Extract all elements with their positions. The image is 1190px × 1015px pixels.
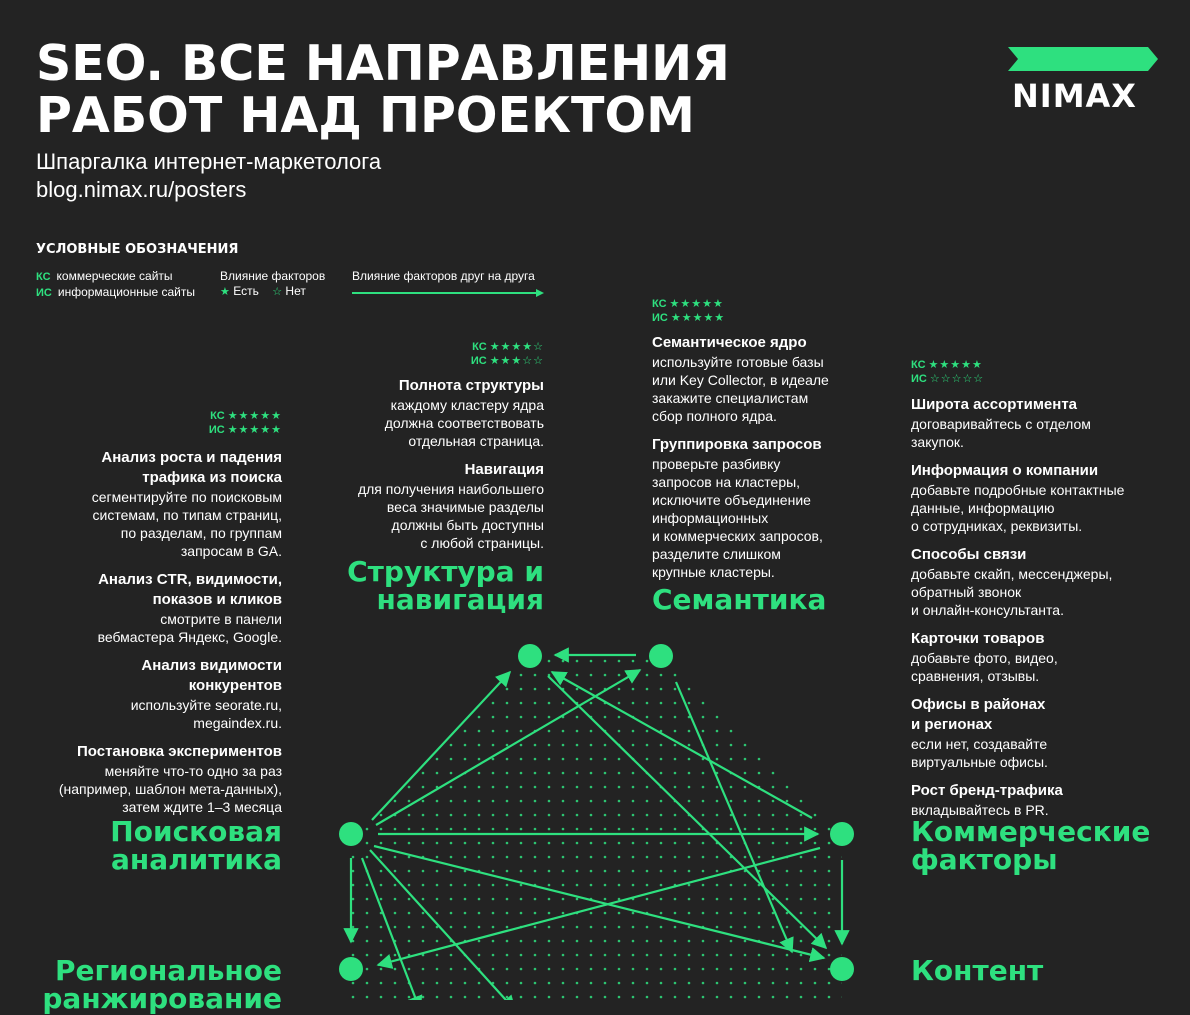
- commercial-ratings: КС ★★★★★ ИС ☆☆☆☆☆: [911, 359, 985, 385]
- legend-site-types: [36, 269, 195, 301]
- commercial-block: [911, 395, 1181, 829]
- category-semantics: Семантика: [652, 583, 827, 616]
- commercial-is-stars: ☆☆☆☆☆: [929, 373, 985, 385]
- node-analytics: [339, 822, 363, 846]
- ks-text: коммерческие сайты: [56, 269, 173, 283]
- analytics-ks-stars: ★★★★★: [227, 410, 282, 422]
- analytics-is-stars: ★★★★★: [227, 424, 282, 436]
- structure-block: [300, 376, 544, 562]
- commercial-item-2: Информация о компании добавьте подробные контактные данные, информацию о сотрудниках, реквизиты.: [911, 462, 1125, 534]
- structure-ks-stars: ★★★★☆: [489, 341, 544, 353]
- commercial-item-5: Офисы в районах и регионах если нет, создавайте виртуальные офисы.: [911, 696, 1048, 770]
- ks-abbr: КС: [36, 271, 51, 283]
- category-structure: Структура и навигация: [347, 555, 544, 616]
- dotted-area: [351, 656, 842, 1000]
- category-regional: Региональное ранжирование: [42, 954, 282, 1015]
- legend-mutual: [352, 269, 546, 304]
- semantics-ratings: КС ★★★★★ ИС ★★★★★: [652, 298, 726, 324]
- semantics-block: [652, 333, 882, 591]
- legend-yes: Есть: [233, 284, 259, 298]
- semantics-ks-stars: ★★★★★: [669, 298, 724, 310]
- commercial-item-6: Рост бренд-трафика вкладывайтесь в PR.: [911, 782, 1063, 818]
- node-content: [830, 957, 854, 981]
- legend-factors-title: Влияние факторов: [220, 269, 326, 283]
- legend-mutual-text: Влияние факторов друг на друга: [352, 269, 535, 283]
- commercial-item-4: Карточки товаров добавьте фото, видео, сравнения, отзывы.: [911, 630, 1058, 684]
- title-line-2: РАБОТ НАД ПРОЕКТОМ: [36, 87, 695, 144]
- commercial-item-3: Способы связи добавьте скайп, мессенджеры, обратный звонок и онлайн-консультанта.: [911, 546, 1113, 618]
- is-abbr: ИС: [36, 287, 52, 299]
- legend-title: УСЛОВНЫЕ ОБОЗНАЧЕНИЯ: [36, 242, 239, 257]
- semantics-item-2: Группировка запросов проверьте разбивку запросов на кластеры, исключите объединение информационных и коммерческих запросов, разделите слишком крупные кластеры.: [652, 436, 823, 580]
- semantics-is-stars: ★★★★★: [670, 312, 726, 324]
- semantics-item-1: Семантическое ядро используйте готовые базы или Key Collector, в идеале закажите специалистам сбор полного ядра.: [652, 334, 829, 424]
- legend-factors: [220, 269, 325, 300]
- subtitle: [36, 148, 381, 204]
- structure-item-2: Навигация для получения наибольшего веса значимые разделы должны быть доступны с любой страницы.: [357, 461, 544, 551]
- star-filled-icon: ★: [220, 286, 230, 298]
- star-outline-icon: ☆: [272, 286, 283, 298]
- logo-text: NIMAX: [1012, 77, 1137, 115]
- node-semantics: [649, 644, 673, 668]
- page-title: [36, 35, 730, 144]
- analytics-item-4: Постановка экспериментов меняйте что-то одно за раз (например, шаблон мета-данных), затем ждите 1–3 месяца: [58, 743, 282, 815]
- category-commercial: Коммерческие факторы: [911, 815, 1151, 876]
- analytics-block: [20, 448, 282, 826]
- commercial-item-1: Широта ассортимента договаривайтесь с отделом закупок.: [911, 396, 1091, 450]
- category-analytics: Поисковая аналитика: [110, 815, 282, 876]
- legend-no: Нет: [285, 284, 306, 298]
- blog-link[interactable]: blog.nimax.ru/posters: [36, 177, 247, 202]
- category-content: Контент: [911, 954, 1044, 987]
- is-text: информационные сайты: [57, 285, 195, 299]
- structure-ratings: КС ★★★★☆ ИС ★★★☆☆: [470, 341, 544, 367]
- title-line-1: SEO. ВСЕ НАПРАВЛЕНИЯ: [36, 35, 730, 92]
- node-regional: [339, 957, 363, 981]
- node-structure: [518, 644, 542, 668]
- analytics-item-3: Анализ видимости конкурентов используйте seorate.ru, megaindex.ru.: [130, 657, 282, 731]
- analytics-item-2: Анализ CTR, видимости, показов и кликов смотрите в панели вебмастера Яндекс, Google.: [97, 571, 282, 645]
- analytics-item-1: Анализ роста и падения трафика из поиска сегментируйте по поисковым системам, по типам страниц, по разделам, по группам запросам в GA.: [91, 449, 282, 559]
- analytics-ratings: КС ★★★★★ ИС ★★★★★: [208, 410, 282, 436]
- subtitle-line-1: Шпаргалка интернет-маркетолога: [36, 149, 382, 174]
- logo-banner-icon: [1008, 45, 1158, 75]
- node-commercial: [830, 822, 854, 846]
- arrow-right-icon: [352, 286, 546, 300]
- structure-is-stars: ★★★☆☆: [489, 355, 544, 367]
- commercial-ks-stars: ★★★★★: [928, 359, 983, 371]
- structure-item-1: Полнота структуры каждому кластеру ядра должна соответствовать отдельная страница.: [384, 377, 544, 449]
- nimax-logo: [1008, 45, 1158, 115]
